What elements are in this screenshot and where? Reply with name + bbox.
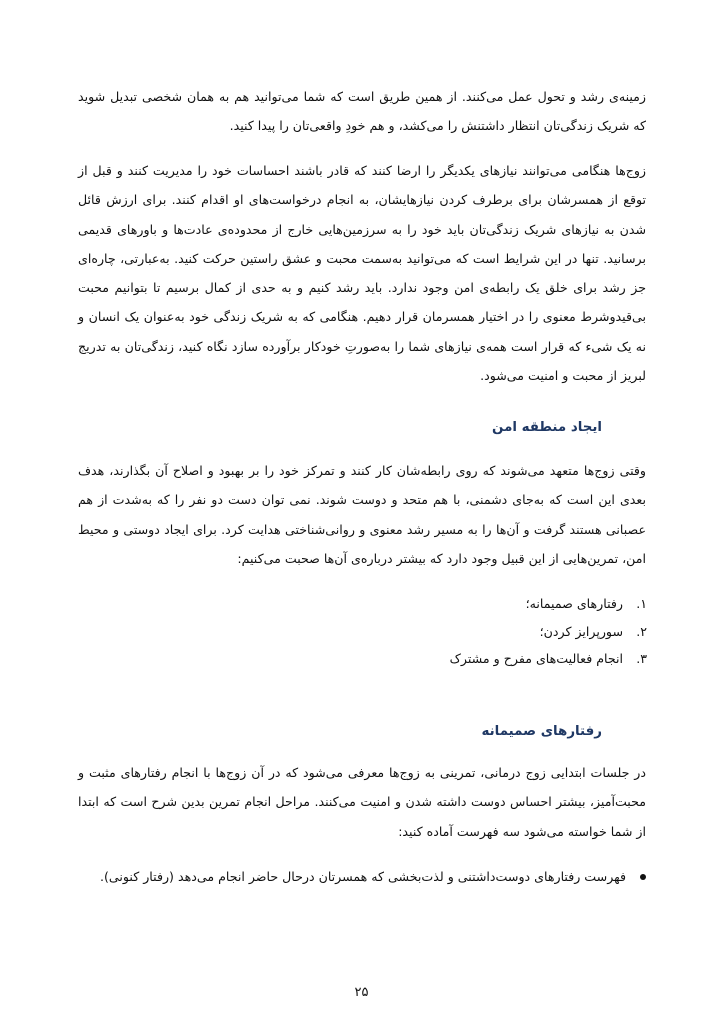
heading-intimate-behaviors: رفتارهای صمیمانه (481, 724, 602, 739)
list-item (227, 645, 647, 673)
exercise-list (227, 590, 647, 673)
list-item-text: سورپرایز کردن؛ (539, 623, 623, 639)
list-item-text: رفتارهای صمیمانه؛ (525, 596, 623, 611)
list-item-number: ۱. (636, 596, 647, 611)
bullet-item (78, 862, 646, 892)
bullet-item-text: فهرست رفتارهای دوست‌داشتنی و لذت‌بخشی که همسرتان درحال حاضر انجام می‌دهد (رفتار کنونی). (100, 869, 626, 884)
paragraph-intro-end: زمینه‌ی رشد و تحول عمل می‌کنند. از همین طریق است که شما می‌توانید هم به همان شخصی تبدیل شوید که شریک زندگی‌تان انتظار داشتنش را می‌کشد، و هم خودِ واقعی‌تان را پیدا کنید. (78, 89, 646, 134)
list-item (227, 590, 647, 618)
bullet-icon (640, 874, 646, 880)
list-item-text: انجام فعالیت‌های مفرح و مشترک (449, 651, 623, 666)
heading-safe-zone: ایجاد منطقه امن (492, 420, 602, 435)
list-item-number: ۲. (636, 623, 647, 639)
paragraph-safe-zone: وقتی زوج‌ها متعهد می‌شوند که روی رابطه‌شان کار کنند و تمرکز خود را بر بهبود و اصلاح آن بگذارند، هدف بعدی این است که به‌جای دشمنی، با هم متحد و دوست شوند. نمی توان دست دو نفر را که به‌شدت از هم عصبانی هستند گرفت و آن‌ها را به مسیر رشد معنوی و روانی‌شناختی هدایت کرد. برای ایجاد دوستی و محیط امن، تمرین‌هایی از این قبیل وجود دارد که بیشتر درباره‌ی آن‌ها صحبت می‌کنیم: (78, 463, 646, 566)
list-item (227, 618, 647, 646)
paragraph-intimate-behaviors: در جلسات ابتدایی زوج درمانی، تمرینی به زوج‌ها معرفی می‌شود که در آن زوج‌ها با انجام رفتارهای مثبت و محبت‌آمیز، بیشتر احساس دوست داشته شدن و امنیت می‌کنند. مراحل انجام تمرین بدین شرح است که ابتدا از شما خواسته می‌شود سه فهرست آماده کنید: (78, 765, 646, 839)
list-item-number: ۳. (636, 651, 647, 666)
paragraph-needs: زوج‌ها هنگامی می‌توانند نیازهای یکدیگر را ارضا کنند که قادر باشند احساسات خود را مدیریت کنند و قبل از توقع از همسرشان برای برطرف کردن نیازهایشان، به انجام درخواست‌های او اقدام کنند. برای ارزش قائل شدن به نیازهای شریک زندگی‌تان باید خود را به سرزمین‌هایی خارج از محدوده‌ی عادت‌ها و باورهای قدیمی برسانید. تنها در این شرایط است که می‌توانید به‌سمت محبت و عشق راستین حرکت کنید. به‌عبارتی، چاره‌ای جز رشد برای خلق یک رابطه‌ی امن وجود ندارد. باید رشد کنیم و به حدی از کمال برسیم تا بتوانیم محبت بی‌قیدوشرط معنوی را در اختیار همسرمان قرار دهیم. هنگامی که به شریک زندگی خود به‌عنوان یک انسان و نه یک شیء که قرار است همه‌ی نیازهای شما را به‌صورتِ خودکار برآورده سازد نگاه کنید، زندگی‌تان به تدریج لبریز از محبت و امنیت می‌شود. (78, 163, 646, 384)
page-number: ۲۵ (354, 985, 369, 1000)
